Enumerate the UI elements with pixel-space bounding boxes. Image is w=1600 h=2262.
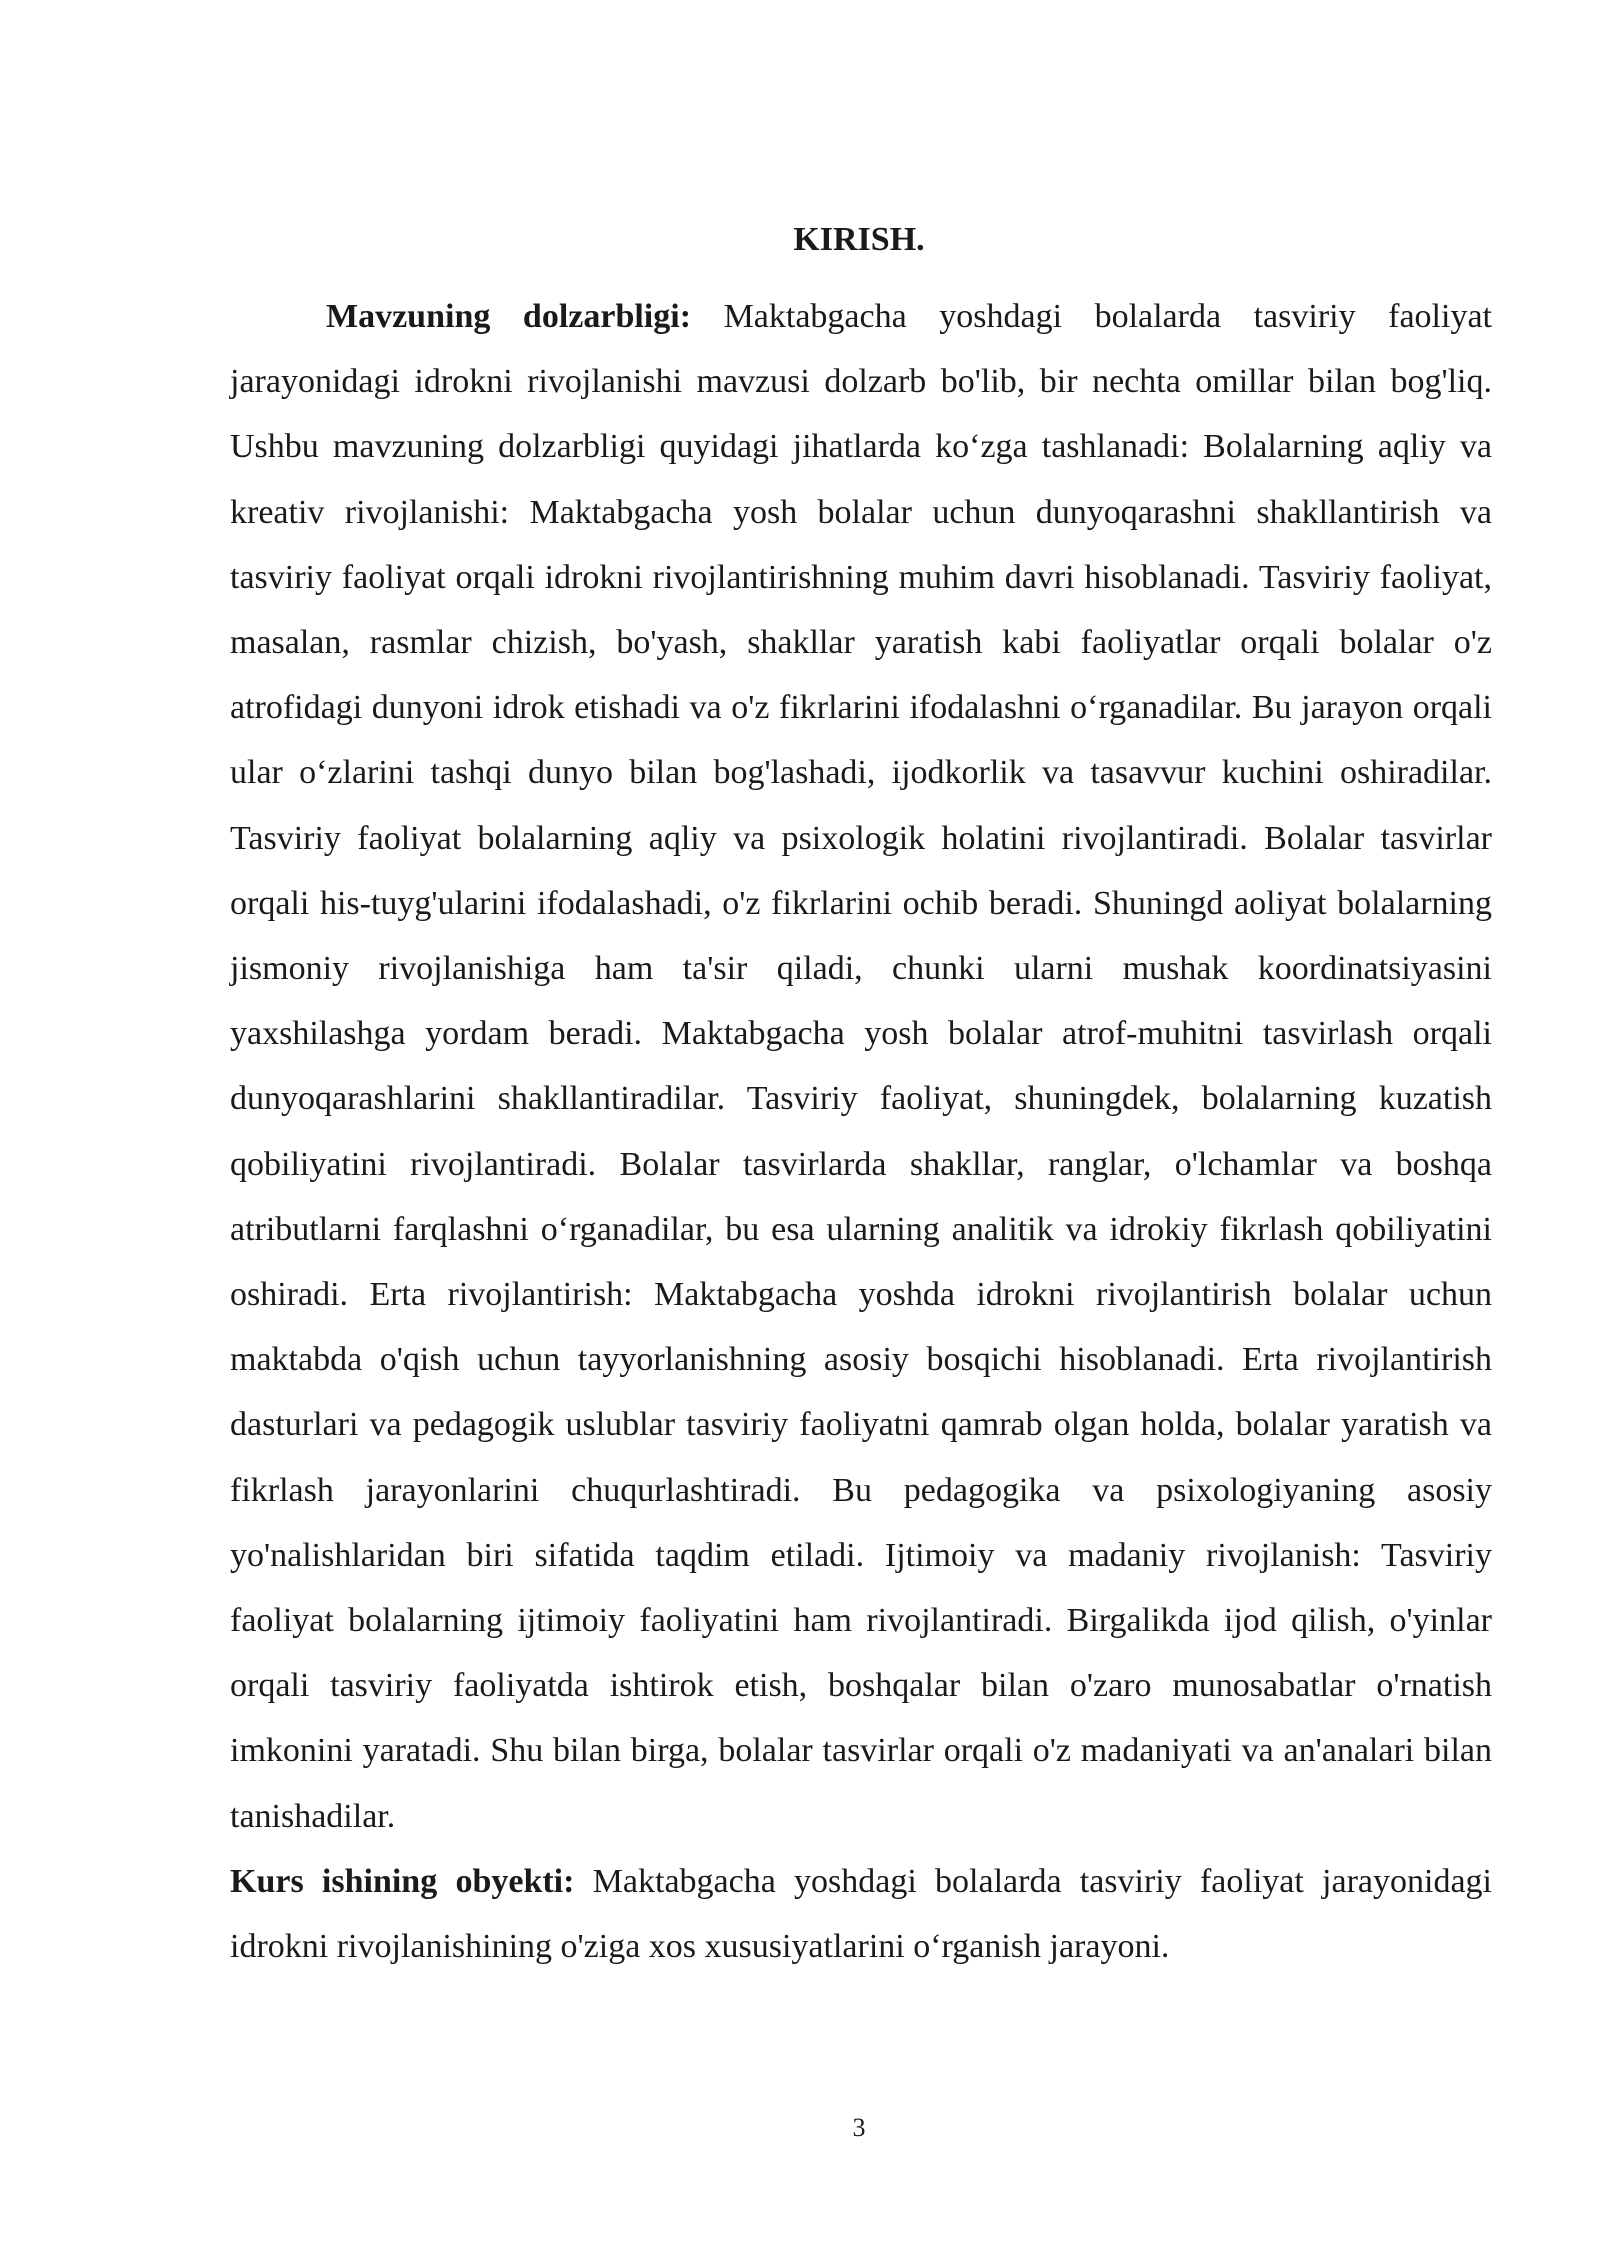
- relevance-label: Mavzuning dolzarbligi:: [326, 298, 692, 335]
- body-text: [230, 284, 1492, 1979]
- object-paragraph: [230, 1849, 1492, 1979]
- object-label: Kurs ishining obyekti:: [230, 1862, 575, 1900]
- relevance-paragraph: [230, 284, 1492, 1849]
- section-heading: KIRISH.: [793, 221, 925, 258]
- object-text: Maktabgacha yoshdagi bolalarda tasviriy faoliyat jarayonidagi idrokni rivojlanishining o'ziga xos xususiyatlarini o‘rganish jarayoni.: [230, 1862, 1492, 1966]
- relevance-text: Maktabgacha yoshdagi bolalarda tasviriy faoliyat jarayonidagi idrokni rivojlanishi mavzusi dolzarb bo'lib, bir nechta omillar bilan bog'liq. Ushbu mavzuning dolzarbligi quyidagi jihatlarda ko‘zga tashlanadi: Bolalarning aqliy va kreativ rivojlanishi: Maktabgacha yosh bolalar uchun dunyoqarashni shakllantirish va tasviriy faoliyat orqali idrokni rivojlantirishning muhim davri hisoblanadi. Tasviriy faoliyat, masalan, rasmlar chizish, bo'yash, shakllar yaratish kabi faoliyatlar orqali bolalar o'z atrofidagi dunyoni idrok etishadi va o'z fikrlarini ifodalashni o‘rganadilar. Bu jarayon orqali ular o‘zlarini tashqi dunyo bilan bog'lashadi, ijodkorlik va tasavvur kuchini oshiradilar. Tasviriy faoliyat bolalarning aqliy va psixologik holatini rivojlantiradi. Bolalar tasvirlar orqali his-tuyg'ularini ifodalashadi, o'z fikrlarini ochib beradi. Shuningd aoliyat bolalarning jismoniy rivojlanishiga ham ta'sir qiladi, chunki ularni mushak koordinatsiyasini yaxshilashga yordam beradi. Maktabgacha yosh bolalar atrof-muhitni tasvirlash orqali dunyoqarashlarini shakllantiradilar. Tasviriy faoliyat, shuningdek, bolalarning kuzatish qobiliyatini rivojlantiradi. Bolalar tasvirlarda shakllar, ranglar, o'lchamlar va boshqa atributlarni farqlashni o‘rganadilar, bu esa ularning analitik va idrokiy fikrlash qobiliyatini oshiradi. Erta rivojlantirish: Maktabgacha yoshda idrokni rivojlantirish bolalar uchun maktabda o'qish uchun tayyorlanishning asosiy bosqichi hisoblanadi. Erta rivojlantirish dasturlari va pedagogik uslublar tasviriy faoliyatni qamrab olgan holda, bolalar yaratish va fikrlash jarayonlarini chuqurlashtiradi. Bu pedagogika va psixologiyaning asosiy yo'nalishlaridan biri sifatida taqdim etiladi. Ijtimoiy va madaniy rivojlanish: Tasviriy faoliyat bolalarning ijtimoiy faoliyatini ham rivojlantiradi. Birgalikda ijod qilish, o'yinlar orqali tasviriy faoliyatda ishtirok etish, boshqalar bilan o'zaro munosabatlar o'rnatish imkonini yaratadi. Shu bilan birga, bolalar tasvirlar orqali o'z madaniyati va an'analari bilan tanishadilar.: [230, 298, 1492, 1835]
- page-number: 3: [852, 2113, 866, 2142]
